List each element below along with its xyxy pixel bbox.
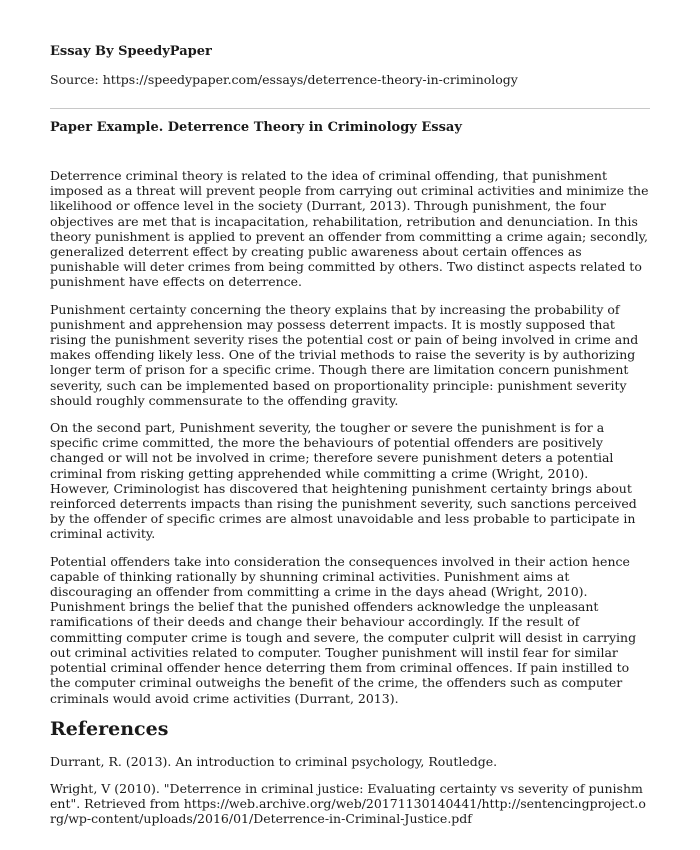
paragraph-2: Punishment certainty concerning the theory explains that by increasing the probability of punishment and apprehension may possess deterrent impacts. It is mostly supposed that rising the punishment severity rises the potential cost or pain of being involved in crime and makes offending likely less. One of the trivial methods to raise the severity is by authorizing longer term of prison for a specific crime. Though there are limitation concern punishment severity, such can be implemented based on proportionality principle: punishment severity should roughly commensurate to the offending gravity.	[50, 301, 639, 408]
reference-entry-1: Durrant, R. (2013). An introduction to criminal psychology, Routledge.	[50, 753, 498, 769]
paragraph-1: Deterrence criminal theory is related to the idea of criminal offending, that punishment imposed as a threat will prevent people from carrying out criminal activities and minimize the likelihood or offence level in the society (Durrant, 2013). Through punishment, the four objectives are met that is incapacitation, rehabilitation, retribution and denunciation. In this theory punishment is applied to prevent an offender from committing a crime again; secondly, generalized deterrent effect by creating public awareness about certain offences as punishable will deter crimes from being committed by others. Two distinct aspects related to punishment have effects on deterrence.	[50, 168, 649, 290]
reference-entry-2: Wright, V (2010). "Deterrence in criminal justice: Evaluating certainty vs severity of punishment". Retrieved from https://web.archive.org/web/20171130140441/http://sentencingproject.org/wp-content/uploads/2016/01/Deterrence-in-Criminal-Justice.pdf	[50, 780, 646, 827]
essay-title: Paper Example. Deterrence Theory in Criminology Essay	[50, 120, 462, 135]
site-header-title: Essay By SpeedyPaper	[50, 44, 212, 59]
references-heading: References	[50, 717, 169, 740]
header-divider	[50, 108, 650, 109]
source-line: Source: https://speedypaper.com/essays/deterrence-theory-in-criminology	[50, 72, 518, 87]
paragraph-4: Potential offenders take into consideration the consequences involved in their action hence capable of thinking rationally by shunning criminal activities. Punishment aims at discouraging an offender from committing a crime in the days ahead (Wright, 2010). Punishment brings the belief that the punished offenders acknowledge the unpleasant ramifications of their deeds and change their behaviour accordingly. If the result of committing computer crime is tough and severe, the computer culprit will desist in carrying out criminal activities related to computer. Tougher punishment will instil fear for similar potential criminal offender hence deterring them from criminal offences. If pain instilled to the computer criminal outweighs the benefit of the crime, the offenders such as computer criminals would avoid crime activities (Durrant, 2013).	[50, 553, 637, 706]
essay-body	[50, 168, 650, 839]
paragraph-3: On the second part, Punishment severity, the tougher or severe the punishment is for a specific crime committed, the more the behaviours of potential offenders are positively changed or will not be involved in crime; therefore severe punishment deters a potential criminal from risking getting apprehended while committing a crime (Wright, 2010). However, Criminologist has discovered that heightening punishment certainty brings about reinforced deterrents impacts than rising the punishment severity, such sanctions perceived by the offender of specific crimes are almost unavoidable and less probable to participate in criminal activity.	[50, 420, 637, 542]
